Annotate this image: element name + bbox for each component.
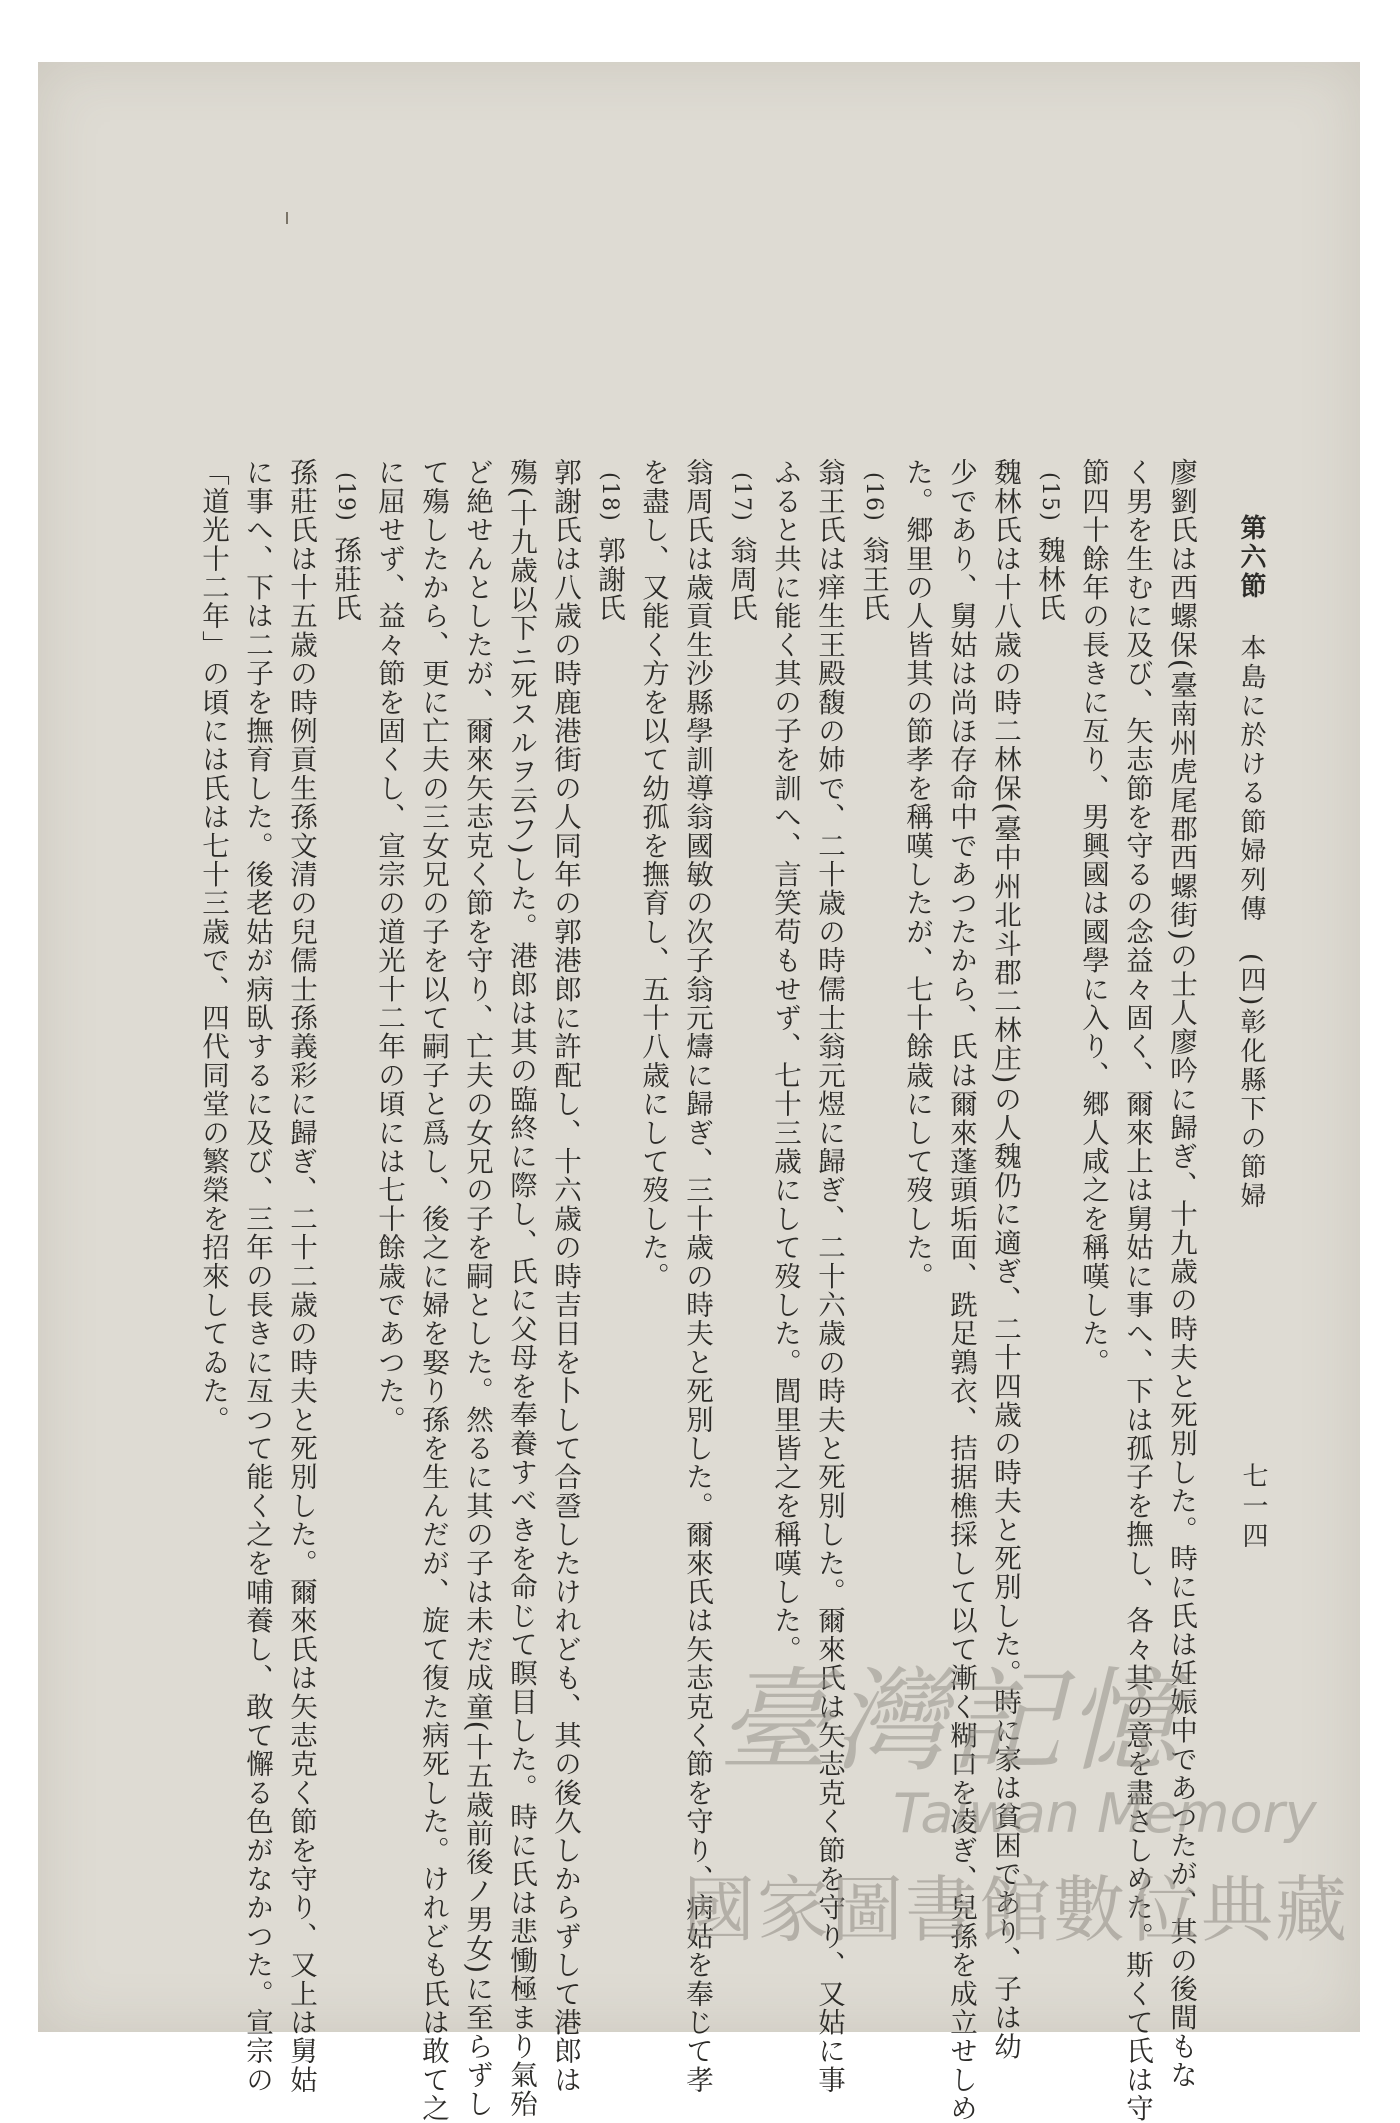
entry-name: 魏林氏 bbox=[1033, 535, 1065, 623]
text-column: ど絶せんとしたが、爾來矢志克く節を守り、亡夫の女兄の子を嗣とした。然るに其の子は未だ成童(十五歳前後ノ男女)に至らずし bbox=[461, 458, 493, 2118]
entry-heading bbox=[587, 458, 631, 1952]
text-column: く男を生むに及び、矢志節を守るの念益々固く、爾來上は舅姑に事へ、下は孤子を撫し、各々其の意を盡さしめた。斯くて氏は守 bbox=[1121, 458, 1153, 2123]
text-column: 翁王氏は痒生王殿馥の姉で、二十歳の時儒士翁元煜に歸ぎ、二十六歳の時夫と死別した。爾來氏は矢志克く節を守り、又姑に事 bbox=[813, 458, 845, 2094]
text-column: 孫莊氏は十五歳の時例貢生孫文清の兒儒士孫義彩に歸ぎ、二十二歳の時夫と死別した。爾來氏は矢志克く節を守り、又上は舅姑 bbox=[285, 458, 317, 2094]
text-column: 殤(十九歳以下ニ死スルヲ云フ)した。港郎は其の臨終に際し、氏に父母を奉養すべきを命じて瞑目した。時に氏は悲慟極まり氣殆 bbox=[505, 458, 537, 2118]
entry-name: 郭謝氏 bbox=[593, 535, 625, 623]
entry-number: (17) bbox=[729, 472, 754, 522]
text-column: 魏林氏は十八歳の時二林保(臺中州北斗郡二林庄)の人魏仍に適ぎ、二十四歳の時夫と死別した。時に家は貧困であり、子は幼 bbox=[989, 458, 1021, 2061]
entry-number: (18) bbox=[597, 472, 622, 522]
text-column: 節四十餘年の長きに亙り、男興國は國學に入り、郷人咸之を稱嘆した。 bbox=[1077, 458, 1109, 1377]
text-column: 郭謝氏は八歳の時鹿港街の人同年の郭港郎に許配し、十六歳の時吉日を卜して合巹したけれども、其の後久しからずして港郎は bbox=[549, 458, 581, 2094]
margin-mark bbox=[286, 212, 288, 224]
text-column: に屈せず、益々節を固くし、宣宗の道光十二年の頃には七十餘歳であつた。 bbox=[373, 458, 405, 1434]
entry-name: 孫莊氏 bbox=[329, 535, 361, 623]
chapter-title: 本島に於ける節婦列傳 (四)彰化縣下の節婦 bbox=[1236, 634, 1266, 1212]
entry-number: (19) bbox=[333, 472, 358, 522]
entry-heading bbox=[851, 458, 895, 1952]
entry-number: (16) bbox=[861, 472, 886, 522]
running-head bbox=[1233, 514, 1270, 1414]
section-label: 第六節 bbox=[1236, 514, 1266, 601]
entry-name: 翁周氏 bbox=[725, 535, 757, 623]
entry-heading bbox=[719, 458, 763, 1952]
entry-heading bbox=[323, 458, 367, 1952]
watermark-subtitle: Taiwan Memory bbox=[893, 1782, 1317, 1845]
text-column: 廖劉氏は西螺保(臺南州虎尾郡西螺街)の士人廖吟に歸ぎ、十九歳の時夫と死別した。時に氏は妊娠中であつたが、其の後間もな bbox=[1165, 458, 1197, 2090]
text-column: た。郷里の人皆其の節孝を稱嘆したが、七十餘歳にして歿した。 bbox=[901, 458, 933, 1291]
text-column: 翁周氏は歳貢生沙縣學訓導翁國敏の次子翁元燽に歸ぎ、三十歳の時夫と死別した。爾來氏は矢志克く節を守り、病姑を奉じて孝 bbox=[681, 458, 713, 2094]
watermark-title: 臺灣記憶 bbox=[718, 1657, 1182, 1787]
text-column: て殤したから、更に亡夫の三女兄の子を以て嗣子と爲し、後之に婦を娶り孫を生んだが、旋て復た病死した。けれども氏は敢て之 bbox=[417, 458, 449, 2123]
text-column: 少であり、舅姑は尚ほ存命中であつたから、氏は爾來蓬頭垢面、跣足鶉衣、拮据樵採して以て漸く糊口を凌ぎ、兒孫を成立せしめ bbox=[945, 458, 977, 2123]
text-column: ふると共に能く其の子を訓へ、言笑苟もせず、七十三歳にして歿した。閭里皆之を稱嘆した。 bbox=[769, 458, 801, 1664]
text-column: を盡し、又能く方を以て幼孤を撫育し、五十八歳にして歿した。 bbox=[637, 458, 669, 1291]
text-column: 「道光十二年」の頃には氏は七十三歳で、四代同堂の繁榮を招來してゐた。 bbox=[197, 458, 229, 1434]
entry-name: 翁王氏 bbox=[857, 535, 889, 623]
page-number: 七一四 bbox=[1238, 1462, 1268, 1552]
entry-number: (15) bbox=[1037, 472, 1062, 522]
entry-heading bbox=[1027, 458, 1071, 1952]
book-page bbox=[38, 62, 1360, 2123]
watermark-library: 國家圖書館數位典藏 bbox=[683, 1868, 1350, 1952]
text-column: に事へ、下は二子を撫育した。後老姑が病臥するに及び、三年の長きに亙つて能く之を哺養し、敢て懈る色がなかつた。宣宗の bbox=[241, 458, 273, 2094]
body-text bbox=[143, 458, 1203, 2123]
